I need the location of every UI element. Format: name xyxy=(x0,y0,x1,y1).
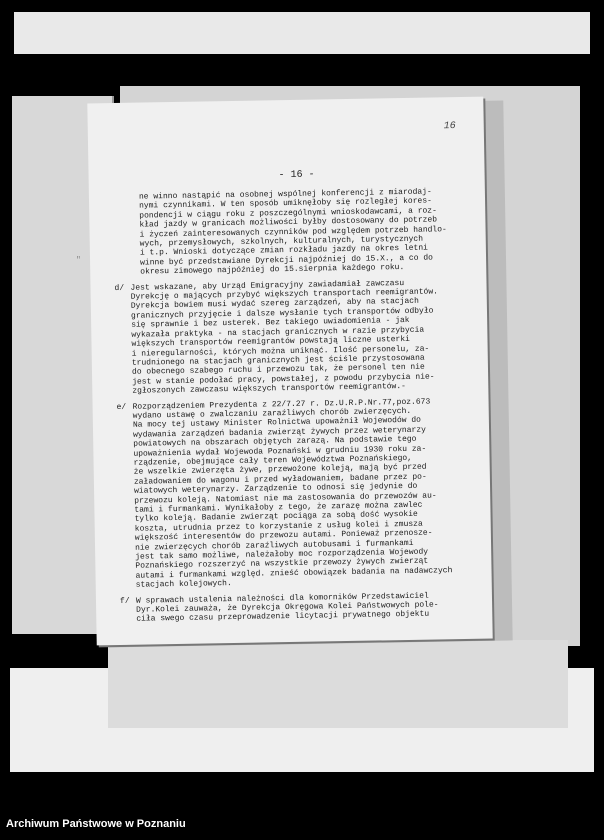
item-text: Rozporządzeniem Prezydenta z 22/7.27 r. Dz.U.R.P.Nr.77,poz.673 wydano ustawę o zwalczaniu zaraźliwych chorób zwierzęcych. Na mocy tej ustawy Minister Rolnictwa upoważnił Wojewodów do wydawania zarządzeń badania zwierząt żywych przez weterynarzy powiatowych na obszarach objętych zarazą. Na podstawie tego upoważnienia wydał Wojewoda Poznański w grudniu 1930 roku za- rządzenie, obejmujące cały teren Województwa Poznańskiego, że wszelkie zwierzęta żywe, przewożone koleją, mają być przed załadowaniem do wagonu i przed wyładowaniem, badane przez po- wiatowych weterynarzy. Zarządzenie to odnosi się jedynie do przewozu koleją. Natomiast nie ma zastosowania do przewozów au- tami i furmankami. Wynikałoby z tego, że zarazę można zawlec tylko koleją. Badanie zwierząt pociąga za sobą dość wysokie koszta, utrudnia przez to korzystanie z usług kolei i zmusza większość interesentów do przewozu autami. Ponieważ przenosze- nie zwierzęcych chorób zaraźliwych autobusami i furmankami jest tak samo możliwe, należałoby moc rozporządzenia Wojewody Poznańskiego rozszerzyć na wszystkie przewozy żywych zwierząt autami i furmankami względ. znieść obowiązek badania na nadawczych stacjach kolejowych. xyxy=(132,397,453,590)
item-text: Jest wskazane, aby Urząd Emigracyjny zawiadamiał zawczasu Dyrekcję o mających przybyć większych transportach reemigrantów. Dyrekcja bowiem musi wydać szereg zarządzeń, aby na stacjach granicznych przyjęcie i dalsze wysłanie tych transportów odbyło się sprawnie i bez usterek. Bez takiego uwiadomienia - jak wykazała praktyka - na stacjach granicznych w razie przybycia większych transportów reemigrantów powstają liczne usterki i nieregularności, których można uniknąć. Ilość personelu, za- trudnionego na stacjach granicznych jest ściśle przystosowana do obecnego szabego ruchu i przewozu tak, że personel ten nie jest w stanie podołać pracy, powstałej, z powodu przybycia nie- zgłoszonych zawczasu większych transportów reemigrantów.- xyxy=(130,278,438,396)
item-text: W sprawach ustalenia należności dla komorników Przedstawiciel Dyr.Kolei zauważa, że Dyrekcja Okręgowa Kolei Państwowych pole- ciła swego czasu przeprowadzenie licytacji prywatnego objektu xyxy=(135,591,439,625)
item-label: d/ xyxy=(114,283,125,293)
paragraph-f xyxy=(120,590,480,624)
archive-name: Archiwum Państwowe w Poznaniu xyxy=(6,818,186,830)
paragraph-continuation: ne winno nastąpić na osobnej wspólnej konferencji z miarodaj- nymi czynnikami. W ten sposób umiknęłoby się rozległej kores- pondencji w ciągu roku z poszczególnymi wnioskodawcami, a roz- kład jazdy w granicach możliwości byłby dostosowany do potrzeb i życzeń zainteresowanych czynników pod względem potrzeb handlo- wych, przemysłowych, szkolnych, kulturalnych, turystycznych i t.p. Wnioski dotyczące zmian rozkładu jazdy na okres letni winne być przedstawiane Dyrekcji najpóźniej do 15.X., a co do okresu zimowego najpóźniej do 15.sierpnia każdego roku. xyxy=(138,187,447,277)
handwritten-page-mark: 16 xyxy=(443,121,456,133)
paragraph-e xyxy=(117,396,480,590)
page-number: - 16 - xyxy=(278,169,315,182)
flap-mark: " xyxy=(76,256,81,265)
lower-backing-sheet xyxy=(108,640,568,728)
item-label: f/ xyxy=(119,596,130,606)
item-label: e/ xyxy=(116,402,127,412)
film-border-top xyxy=(14,12,590,54)
paragraph-d xyxy=(114,277,476,396)
typewritten-text xyxy=(113,187,481,631)
document-page xyxy=(87,97,492,646)
